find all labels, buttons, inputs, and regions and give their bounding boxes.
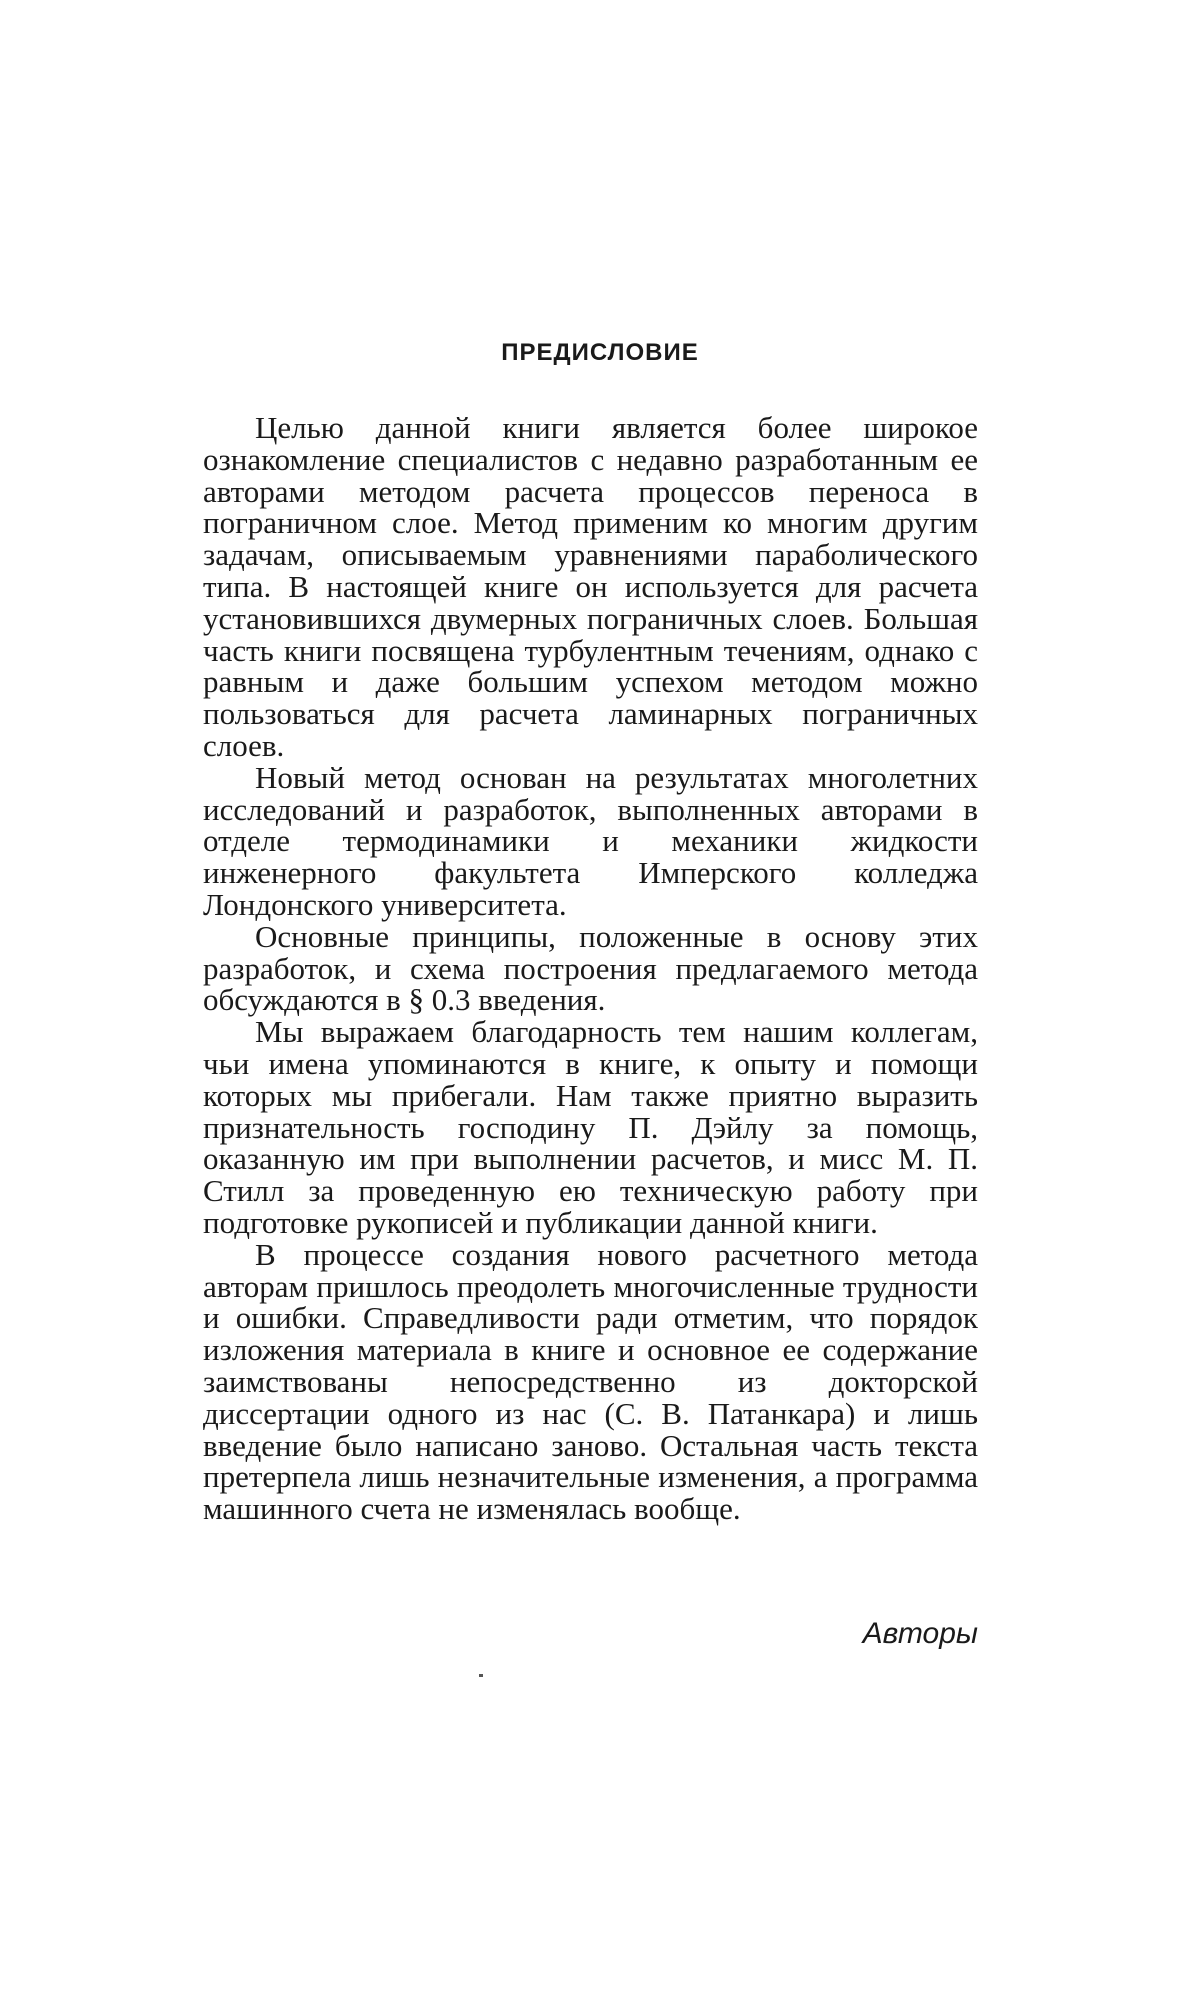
preface-body (203, 412, 978, 1525)
paragraph-3: Основные принципы, положенные в основу этих разработок, и схема построения предлагаемого метода обсуждаются в § 0.3 введения. (203, 918, 978, 1018)
paragraph-5: В процессе создания нового расчетного метода авторам пришлось преодолеть многочисленные трудности и ошибки. Справедливости ради отметим, что порядок изложения материала в книге и основное ее содержание заимствованы непосредственно из докторской диссертации одного из нас (С. В. Патанкара) и лишь введение было написано заново. Остальная часть текста претерпела лишь незначительные изменения, а программа машинного счета не изменялась вообще. (203, 1236, 978, 1527)
stray-mark (479, 1674, 483, 1677)
signature: Авторы (862, 1617, 978, 1650)
page-heading: ПРЕДИСЛОВИЕ (501, 339, 699, 366)
paragraph-1: Целью данной книги является более широкое ознакомление специалистов с недавно разработанным ее авторами методом расчета процессов переноса в пограничном слое. Метод применим ко многим другим задачам, описываемым уравнениями параболического типа. В настоящей книге он используется для расчета установившихся двумерных пограничных слоев. Большая часть книги посвящена турбулентным течениям, однако с равным и даже большим успехом методом можно пользоваться для расчета ламинарных пограничных слоев. (203, 410, 978, 763)
paragraph-4: Мы выражаем благодарность тем нашим коллегам, чьи имена упоминаются в книге, к опыту и помощи которых мы прибегали. Нам также приятно выразить признательность господину П. Дэйлу за помощь, оказанную им при выполнении расчетов, и мисс М. П. Стилл за проведенную ею техническую работу при подготовке рукописей и публикации данной книги. (203, 1014, 978, 1240)
paragraph-2: Новый метод основан на результатах многолетних исследований и разработок, выполненных авторами в отделе термодинамики и механики жидкости инженерного факультета Имперского колледжа Лондонского университета. (203, 759, 978, 922)
